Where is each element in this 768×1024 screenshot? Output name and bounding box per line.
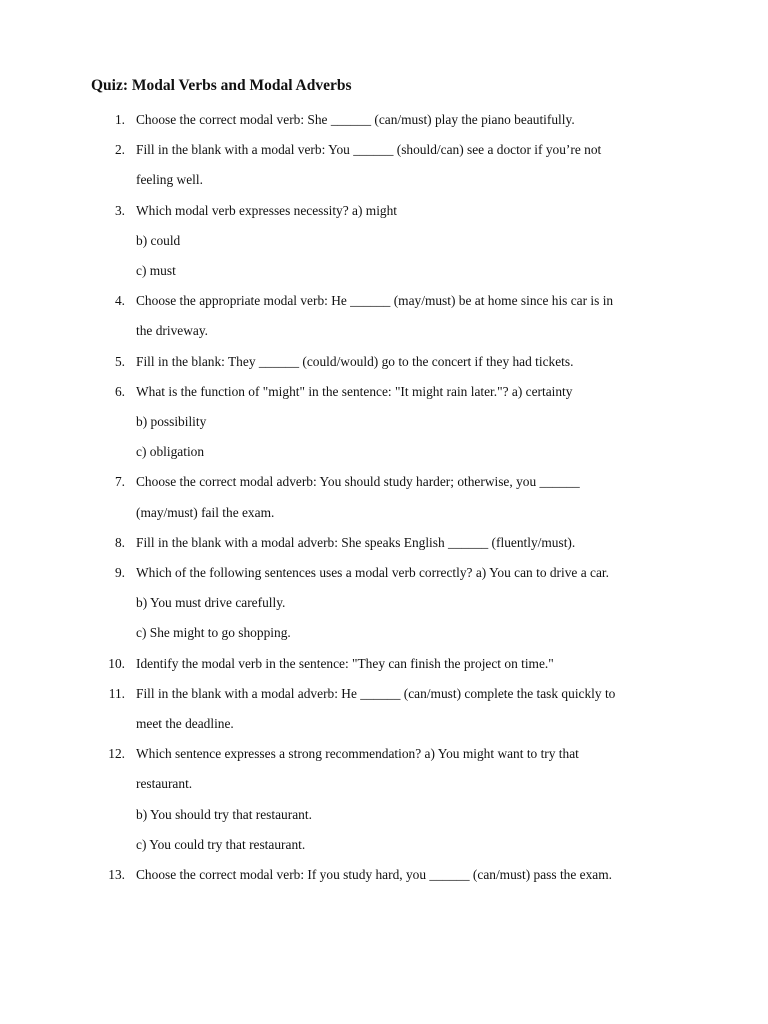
question-item [91,558,691,649]
question-item [91,467,691,527]
question-text-line: Choose the appropriate modal verb: He ______ (may/must) be at home since his car is in [136,293,614,309]
question-list [91,105,691,890]
question-item [91,377,691,468]
question-item [91,347,691,377]
question-text-line: feeling well. [136,172,203,188]
question-item [91,860,691,890]
question-number: 6. [114,383,125,399]
question-item [91,739,691,860]
question-text-line: b) possibility [136,414,207,430]
question-text-line: (may/must) fail the exam. [136,504,275,520]
question-item [91,196,691,287]
question-text-line: Which sentence expresses a strong recommendation? a) You might want to try that [136,746,579,762]
question-number: 7. [114,474,125,490]
question-text-line: b) could [136,232,181,248]
question-text-line: Fill in the blank with a modal verb: You ______ (should/can) see a doctor if you’re not [136,142,602,158]
question-number: 1. [114,112,125,127]
question-text-line: c) You could try that restaurant. [136,836,306,852]
question-number: 3. [114,202,125,218]
question-text-line: Choose the correct modal adverb: You should study harder; otherwise, you ______ [136,474,580,490]
question-number: 2. [114,142,125,158]
question-text-line: c) must [136,263,176,279]
question-item [91,286,691,346]
question-number: 12. [108,746,125,762]
question-number: 11. [108,685,125,701]
question-text-line: Fill in the blank with a modal adverb: She speaks English ______ (fluently/must). [136,534,576,550]
question-text-line: Which modal verb expresses necessity? a) might [136,202,398,218]
question-text-line: What is the function of "might" in the sentence: "It might rain later."? a) certainty [136,383,573,399]
question-number: 13. [108,867,125,883]
question-text-line: Fill in the blank with a modal adverb: He ______ (can/must) complete the task quickly to [136,685,616,701]
question-text-line: Fill in the blank: They ______ (could/would) go to the concert if they had tickets. [136,353,574,369]
question-text-line: Which of the following sentences uses a modal verb correctly? a) You can to drive a car. [136,565,609,581]
page-title: Quiz: Modal Verbs and Modal Adverbs [91,77,352,94]
question-number: 8. [114,534,125,550]
question-text-line: b) You should try that restaurant. [136,806,312,822]
question-item [91,105,691,135]
question-text-line: c) She might to go shopping. [136,625,291,641]
question-number: 10. [108,655,125,671]
question-text-line: c) obligation [136,444,205,460]
question-text-line: Identify the modal verb in the sentence: "They can finish the project on time." [136,655,554,671]
question-number: 4. [114,293,125,309]
question-number: 5. [114,353,125,369]
question-item [91,528,691,558]
question-text-line: b) You must drive carefully. [136,595,286,611]
question-text-line: meet the deadline. [136,716,234,732]
question-number: 9. [114,565,125,581]
question-text-line: Choose the correct modal verb: She ______ (can/must) play the piano beautifully. [136,112,575,127]
question-item [91,649,691,679]
question-text-line: the driveway. [136,323,209,339]
question-item [91,135,691,195]
question-text-line: Choose the correct modal verb: If you study hard, you ______ (can/must) pass the exam. [136,867,612,883]
question-item [91,679,691,739]
question-text-line: restaurant. [136,776,193,792]
